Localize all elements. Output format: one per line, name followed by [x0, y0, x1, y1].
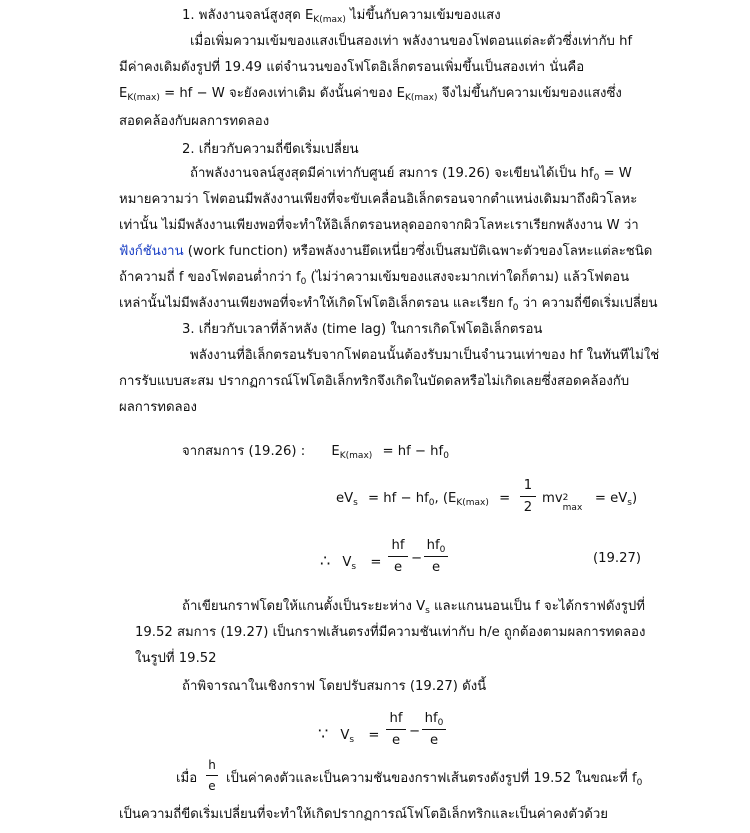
equation-number: (19.27) — [593, 551, 642, 566]
equation-2-tail: mv 2 max = $eV_s$) — [542, 491, 638, 513]
section-1-heading: 1. พลังงานจลน์สูงสุด $E_{K(max)}$ ไม่ขึ้นกับความเข้มของแสง — [182, 8, 501, 25]
paragraph-line: เมื่อเพิ่มความเข้มของแสงเป็นสองเท่า พลังงานของโฟตอนแต่ละตัวซึ่งเท่ากับ hf — [190, 34, 633, 49]
fraction-hf0-over-e: $hf_0$ e — [424, 538, 448, 575]
minus-sign: − — [409, 724, 421, 739]
minus-sign: − — [411, 551, 423, 566]
fraction-half: 1 2 — [520, 478, 536, 515]
fraction-hf-over-e: hf e — [388, 538, 408, 575]
equation-2: $eV_s$ = hf − $hf_0$, ($E_{K(max)}$ = — [336, 491, 511, 508]
paragraph-line: ถ้าพิจารณาในเชิงกราฟ โดยปรับสมการ (19.27) ดังนี้ — [182, 679, 487, 694]
paragraph-line: ผลการทดลอง — [119, 400, 197, 415]
paragraph-line: ในรูปที่ 19.52 — [135, 651, 217, 666]
paragraph-line: ฟังก์ชันงาน (work function) หรือพลังงานยึดเหนี่ยวซึ่งเป็นสมบัติเฉพาะตัวของโลหะแต่ละชนิด — [119, 244, 653, 259]
equation-1: จากสมการ (19.26) : $E_{K(max)}$ = hf − $hf_0$ — [182, 444, 449, 461]
paragraph-line: พลังงานที่อิเล็กตรอนรับจากโฟตอนนั้นต้องรับมาเป็นจำนวนเท่าของ hf ในทันทีไม่ใช่ — [190, 348, 660, 363]
section-2-heading: 2. เกี่ยวกับความถี่ขีดเริ่มเปลี่ยน — [182, 142, 359, 157]
paragraph-line: เป็นความถี่ขีดเริ่มเปลี่ยนที่จะทำให้เกิดปรากฏการณ์โฟโตอิเล็กทริกและเป็นค่าคงตัวด้วย — [119, 807, 608, 822]
paragraph-line: หมายความว่า โฟตอนมีพลังงานเพียงที่จะขับเคลื่อนอิเล็กตรอนจากตำแหน่งเดิมมาถึงผิวโลหะ — [119, 192, 638, 207]
paragraph-line: ถ้าเขียนกราฟโดยให้แกนตั้งเป็นระยะห่าง $V_s$ และแกนนอนเป็น f จะได้กราฟดังรูปที่ — [182, 599, 645, 616]
paragraph-line: ถ้าความถี่ f ของโฟตอนต่ำกว่า $f_0$ (ไม่ว่าความเข้มของแสงจะมากเท่าใดก็ตาม) แล้วโฟตอน — [119, 270, 630, 287]
paragraph-line: เป็นค่าคงตัวและเป็นความชันของกราฟเส้นตรงดังรูปที่ 19.52 ในขณะที่ $f_0$ — [226, 771, 643, 788]
paragraph-line: ถ้าพลังงานจลน์สูงสุดมีค่าเท่ากับศูนย์ สมการ (19.26) จะเขียนได้เป็น $hf_0 = W$ — [190, 166, 632, 183]
paragraph-line: มีค่าคงเดิมดังรูปที่ 19.49 แต่จำนวนของโฟโตอิเล็กตรอนเพิ่มขึ้นเป็นสองเท่า นั่นคือ — [119, 60, 585, 75]
paragraph-line: 19.52 สมการ (19.27) เป็นกราฟเส้นตรงที่มีความชันเท่ากับ h/e ถูกต้องตามผลการทดลอง — [135, 625, 646, 640]
paragraph-line: $E_{K(max)}$ = hf − W จะยังคงเท่าเดิม ดังนั้นค่าของ $E_{K(max)}$ จึงไม่ขึ้นกับความเข้มของแสงซึ่ง — [119, 86, 622, 103]
paragraph-line-when: เมื่อ — [176, 771, 198, 786]
fraction-hf-over-e: hf e — [386, 711, 406, 748]
work-function-term: ฟังก์ชันงาน — [119, 244, 184, 259]
fraction-h-over-e: h e — [206, 758, 218, 793]
paragraph-line: เท่านั้น ไม่มีพลังงานเพียงพอที่จะทำให้อิเล็กตรอนหลุดออกจากผิวโลหะเราเรียกพลังงาน W ว่า — [119, 218, 639, 233]
equation-4-lhs: ∵ $V_s$ = — [318, 724, 380, 745]
paragraph-line: การรับแบบสะสม ปรากฏการณ์โฟโตอิเล็กทริกจึงเกิดในบัดดลหรือไม่เกิดเลยซึ่งสอดคล้องกับ — [119, 374, 630, 389]
paragraph-line: เหล่านั้นไม่มีพลังงานเพียงพอที่จะทำให้เกิดโฟโตอิเล็กตรอน และเรียก $f_0$ ว่า ความถี่ขีดเริ่มเปลี่ยน — [119, 296, 658, 313]
paragraph-line: สอดคล้องกับผลการทดลอง — [119, 114, 270, 129]
section-3-heading: 3. เกี่ยวกับเวลาที่ล้าหลัง (time lag) ในการเกิดโฟโตอิเล็กตรอน — [182, 322, 543, 337]
fraction-hf0-over-e: $hf_0$ e — [422, 711, 446, 748]
equation-3-lhs: ∴ $V_s$ = — [320, 551, 382, 572]
